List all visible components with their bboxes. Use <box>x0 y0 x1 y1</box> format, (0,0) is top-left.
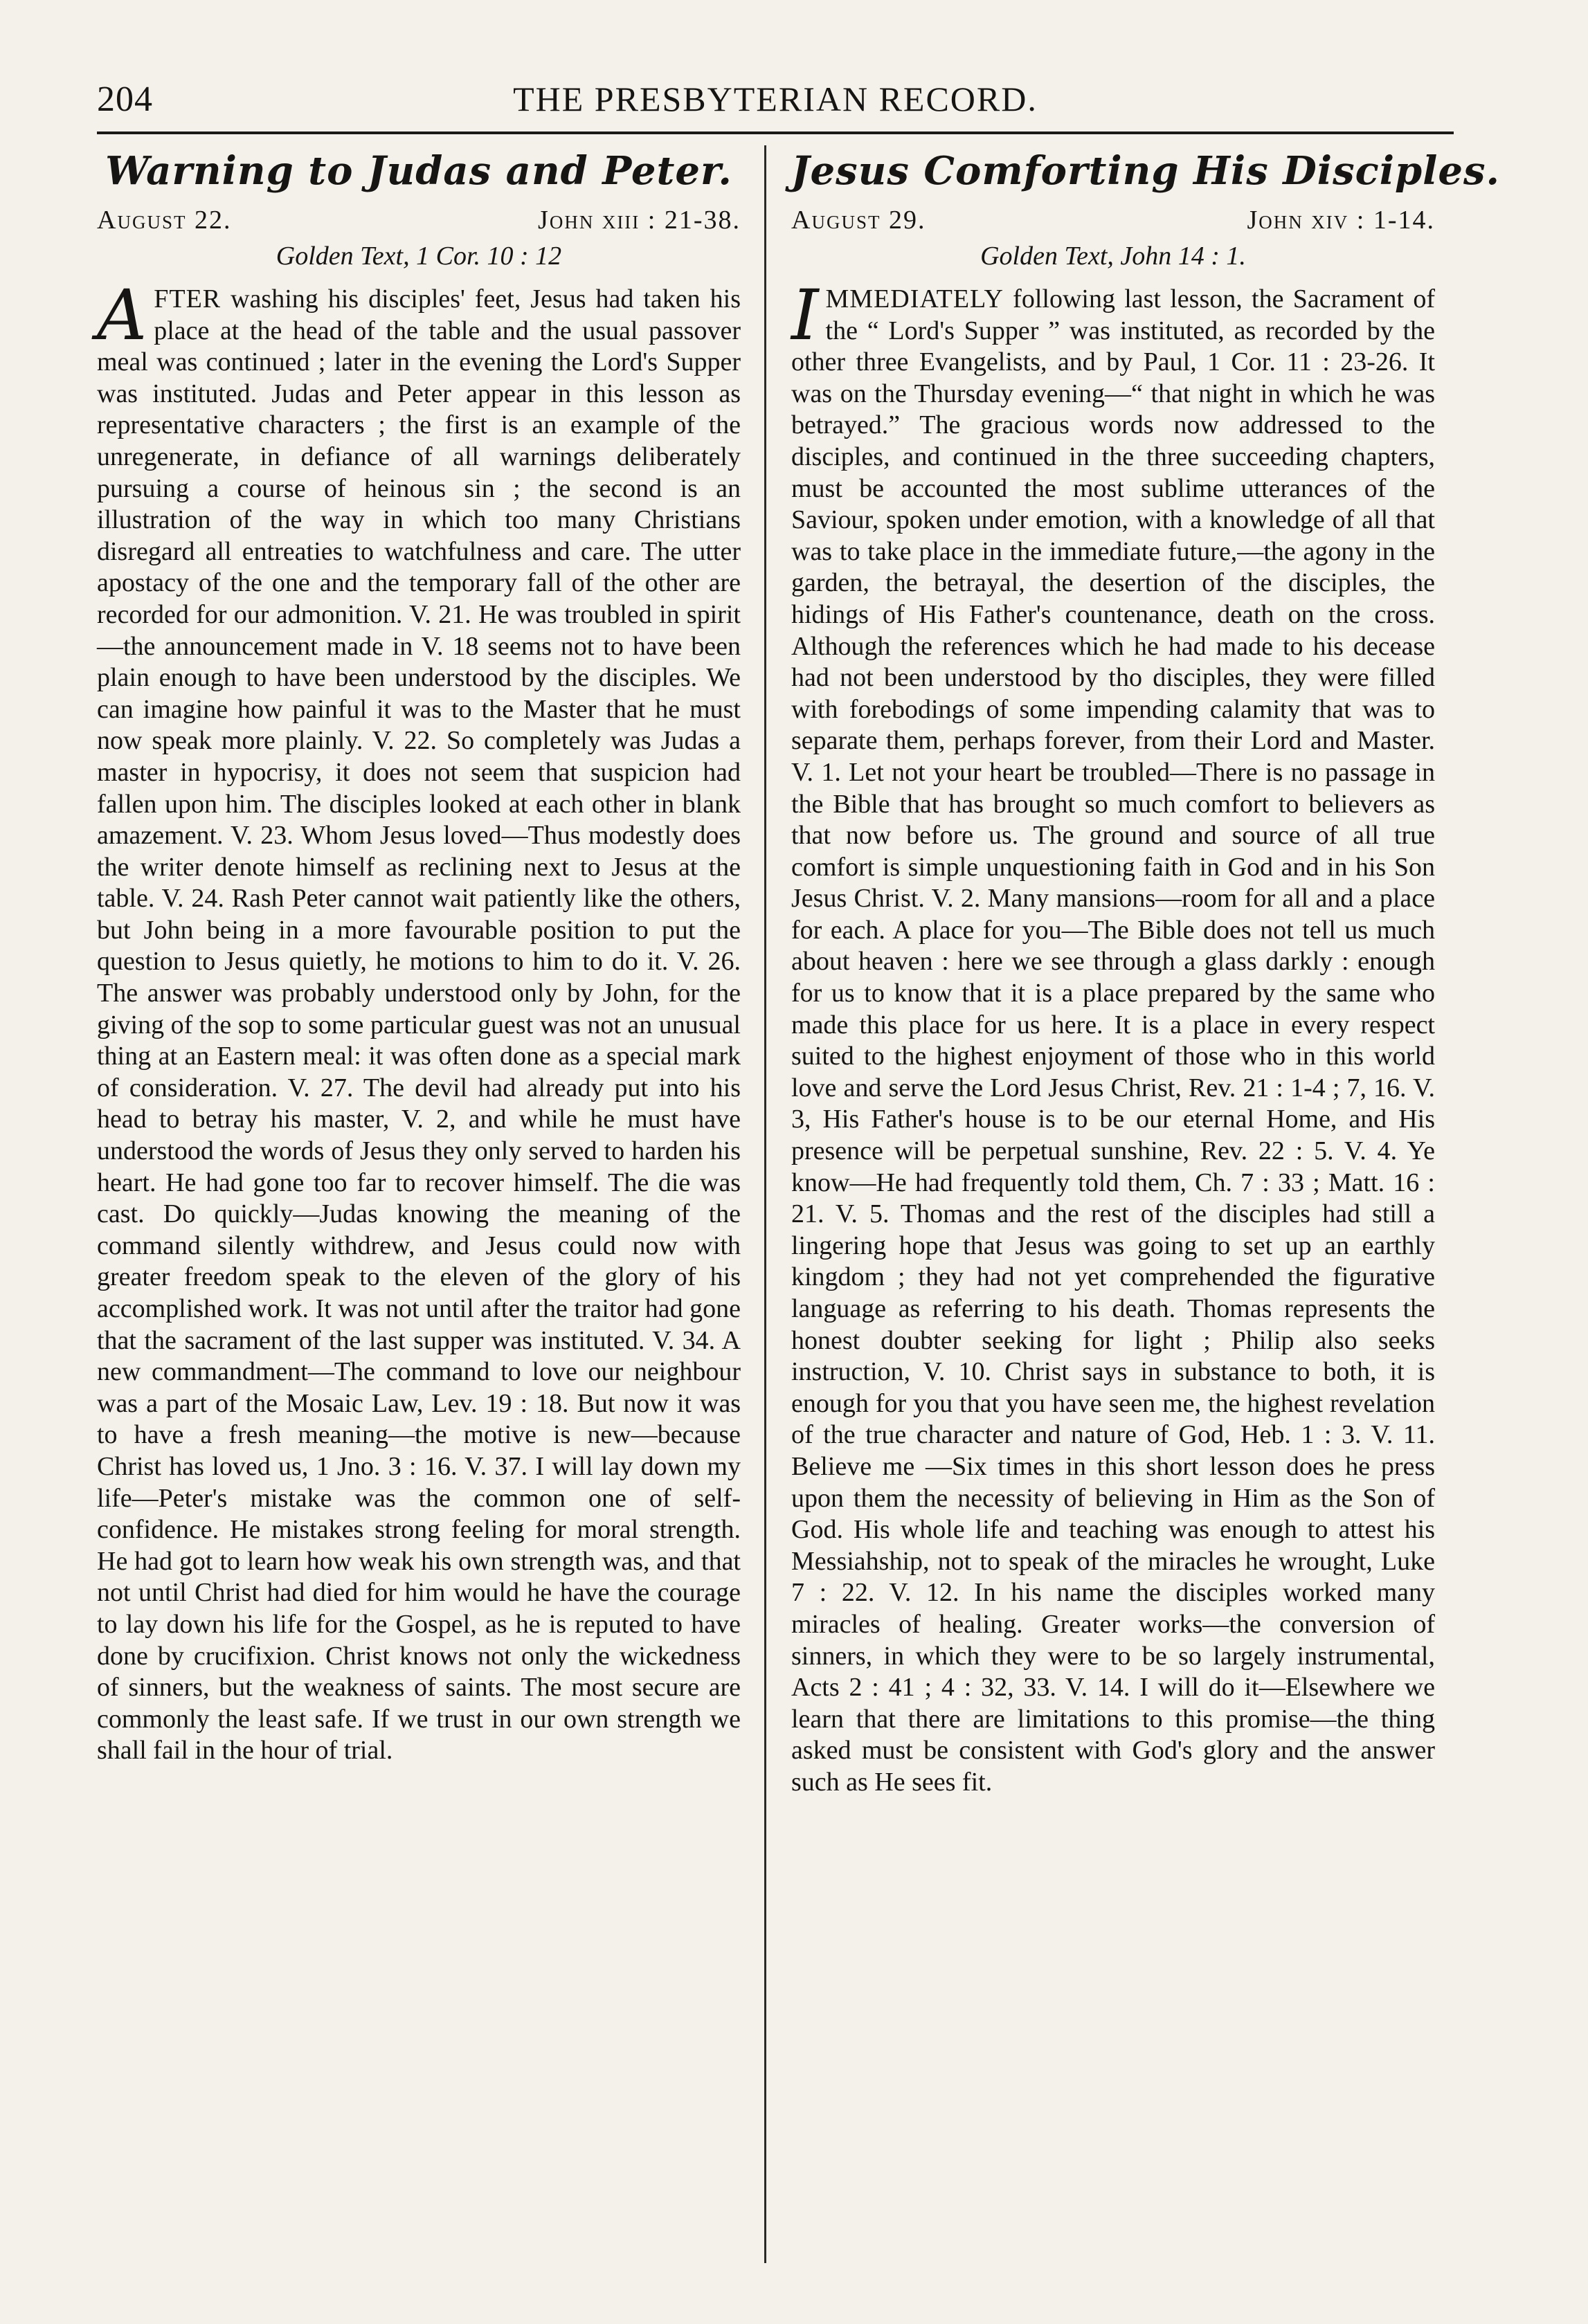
scripture-reference: John xiii : 21-38. <box>538 206 741 235</box>
lesson-body <box>791 275 1435 1799</box>
lesson-body-text: washing his disciples' feet, Jesus had taken his place at the head of the table and the usual passover meal was continued ; later in the evening the Lord's Supper was instituted. Judas and Peter appear in this lesson as representative characters ; the first is an example of the unregenerate, in defiance of all warnings deliberately pursuing a course of heinous sin ; the second is an illustration of the way in which too many Christians disregard all entreaties to watchfulness and care. The utter apostacy of the one and the temporary fall of the other are recorded for our admonition. V. 21. He was troubled in spirit —the announcement made in V. 18 seems not to have been plain enough to have been understood by the disciples. We can imagine how painful it was to the Master that he must now speak more plainly. V. 22. So completely was Judas a master in hypocrisy, it does not seem that suspicion had fallen upon him. The disciples looked at each other in blank amazement. V. 23. Whom Jesus loved—Thus modestly does the writer denote himself as reclining next to Jesus at the table. V. 24. Rash Peter cannot wait patiently like the others, but John being in a more favourable position to put the question to Jesus quietly, he motions to him to do it. V. 26. The answer was probably understood only by John, for the giving of the sop to some particular guest was not an unusual thing at an Eastern meal: it was often done as a special mark of consideration. V. 27. The devil had already put into his head to betray his master, V. 2, and while he must have understood the words of Jesus they only served to harden his heart. He had gone too far to recover himself. The die was cast. Do quickly—Judas knowing the meaning of the command silently withdrew, and Jesus could now with greater freedom speak to the eleven of the glory of his accomplished work. It was not until after the traitor had gone that the sacrament of the last supper was instituted. V. 34. A new commandment—The command to love our neighbour was a part of the Mosaic Law, Lev. 19 : 18. But now it was to have a fresh meaning—the motive is new—because Christ has loved us, 1 Jno. 3 : 16. V. 37. I will lay down my life—Peter's mistake was the common one of self-confidence. He mistakes strong feeling for moral strength. He had got to learn how weak his own strength was, and that not until Christ had died for him would he have the courage to lay down his life for the Gospel, as he is reputed to have done by crucifixion. Christ knows not only the wickedness of sinners, but the weakness of saints. The most secure are commonly the least safe. If we trust in our own strength we shall fail in the hour of trial. <box>97 284 741 1765</box>
lead-word: FTER <box>154 284 222 314</box>
lesson-column-left <box>97 145 741 2263</box>
column-divider <box>764 145 766 2263</box>
journal-title: THE PRESBYTERIAN RECORD. <box>513 80 1038 118</box>
lesson-column-right <box>791 145 1501 2263</box>
scripture-reference: John xiv : 1-14. <box>1247 206 1435 235</box>
drop-cap: I <box>791 275 819 356</box>
lesson-meta <box>791 205 1435 235</box>
lesson-title: Warning to Judas and Peter. <box>105 148 732 194</box>
golden-text: Golden Text, John 14 : 1. <box>980 242 1246 271</box>
two-column-layout <box>97 145 1501 2263</box>
lesson-meta <box>97 205 741 235</box>
page-header <box>97 69 1454 134</box>
lead-word: MMEDIATELY <box>825 284 1004 314</box>
page-number: 204 <box>97 80 153 119</box>
lesson-body <box>97 275 741 1767</box>
golden-text: Golden Text, 1 Cor. 10 : 12 <box>276 242 562 271</box>
page <box>97 69 1501 2270</box>
lesson-title: Jesus Comforting His Disciples. <box>791 148 1501 194</box>
drop-cap: A <box>97 275 147 356</box>
lesson-date: August 29. <box>791 206 926 235</box>
lesson-body-text: following last lesson, the Sacrament of the “ Lord's Supper ” was instituted, as recorded by the other three Evangelists, and by Paul, 1 Cor. 11 : 23-26. It was on the Thursday evening—“ that night in which he was betrayed.” The gracious words now addressed to the disciples, and continued in the three succeeding chapters, must be accounted the most sublime utterances of the Saviour, spoken under emotion, with a knowledge of all that was to take place in the immediate future,—the agony in the garden, the betrayal, the desertion of the disciples, the hidings of His Father's countenance, death on the cross. Although the references which he had made to his decease had not been understood by tho disciples, they were filled with forebodings of some impending calamity that was to separate them, perhaps forever, from their Lord and Master. V. 1. Let not your heart be troubled—There is no passage in the Bible that has brought so much comfort to believers as that now before us. The ground and source of all true comfort is simple unquestioning faith in God and in his Son Jesus Christ. V. 2. Many mansions—room for all and a place for each. A place for you—The Bible does not tell us much about heaven : here we see through a glass darkly : enough for us to know that it is a place prepared by the same who made this place for us here. It is a place in every respect suited to the highest enjoyment of those who in this world love and serve the Lord Jesus Christ, Rev. 21 : 1-4 ; 7, 16. V. 3, His Father's house is to be our eternal Home, and His presence will be perpetual sunshine, Rev. 22 : 5. V. 4. Ye know—He had frequently told them, Ch. 7 : 33 ; Matt. 16 : 21. V. 5. Thomas and the rest of the disciples had still a lingering hope that Jesus was going to set up an earthly kingdom ; they had not yet comprehended the figurative language as referring to his death. Thomas represents the honest doubter seeking for light ; Philip also seeks instruction, V. 10. Christ says in substance to both, it is enough for you that you have seen me, the highest revelation of the true character and nature of God, Heb. 1 : 3. V. 11. Believe me —Six times in this short lesson does he press upon them the necessity of believing in Him as the Son of God. His whole life and teaching was enough to attest his Messiahship, not to speak of the miracles he wrought, Luke 7 : 22. V. 12. In his name the disciples worked many miracles of healing. Greater works—the conversion of sinners, in which they were to be so largely instrumental, Acts 2 : 41 ; 4 : 32, 33. V. 14. I will do it—Elsewhere we learn that there are limitations to this promise—the thing asked must be consistent with God's glory and the answer such as He sees fit. <box>791 284 1435 1797</box>
lesson-date: August 22. <box>97 206 232 235</box>
